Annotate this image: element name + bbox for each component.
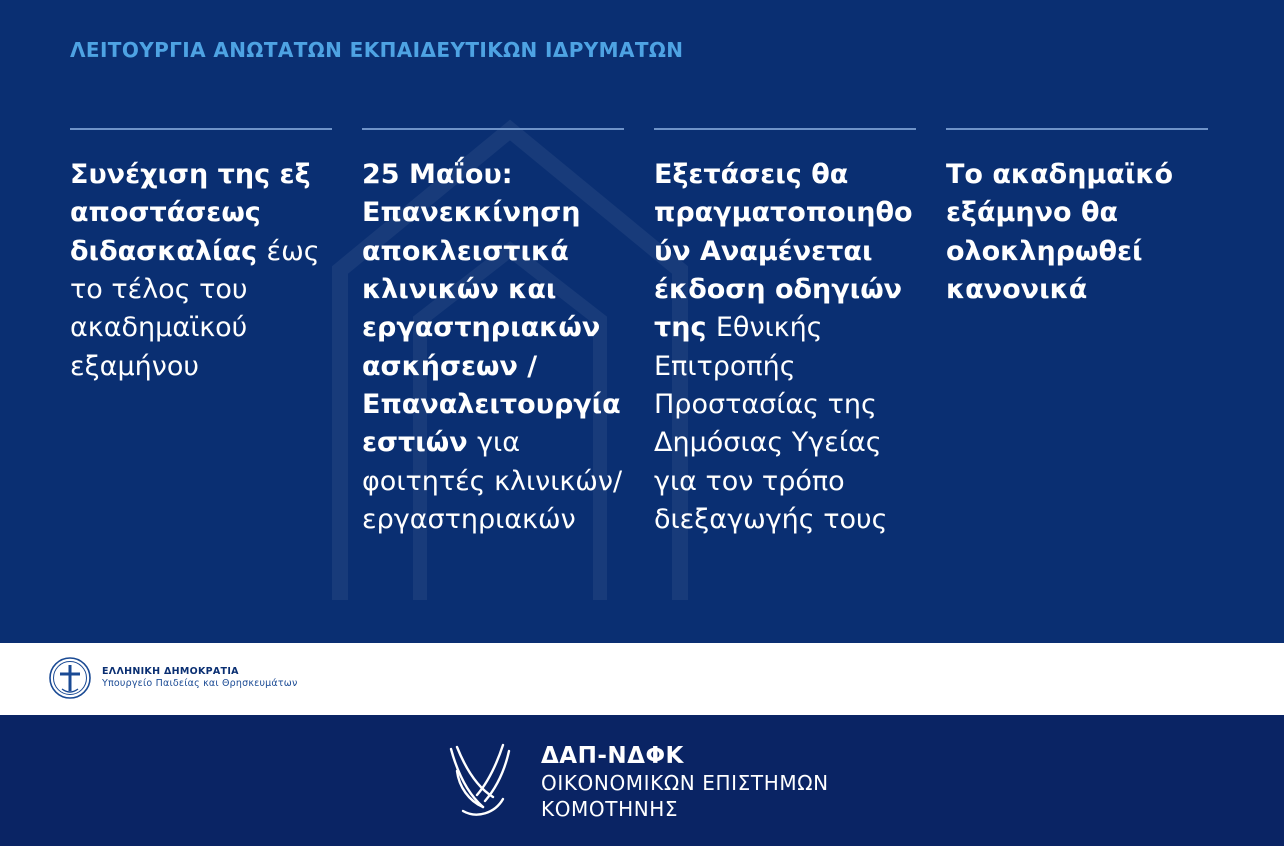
government-bar [0,643,1284,715]
organization-city: ΚΟΜΟΤΗΝΗΣ [541,797,679,822]
column-1 [70,128,332,539]
organization-logo-group [443,737,829,827]
column-divider [362,128,624,130]
column-2-bold: 25 Μαΐου: Επανεκκίνηση αποκλειστικά κλινικών και εργαστηριακών ασκήσεων / Επαναλειτουργία εστιών [362,159,621,459]
column-3-normal: Εθνικής Επιτροπής Προστασίας της Δημόσιας Υγείας για τον τρόπο διεξαγωγής τους [654,312,888,535]
column-4-text [946,156,1208,309]
column-1-bold: Συνέχιση της εξ αποστάσεως διδασκαλίας [70,159,311,267]
organization-faculty: ΟΙΚΟΝΟΜΙΚΩΝ ΕΠΙΣΤΗΜΩΝ [541,771,829,796]
government-line-1: ΕΛΛΗΝΙΚΗ ΔΗΜΟΚΡΑΤΙΑ [102,666,239,678]
column-2-text [362,156,624,539]
column-4 [946,128,1208,539]
column-3 [654,128,916,539]
column-divider [70,128,332,130]
columns-container [70,128,1225,539]
government-line-2: Υπουργείο Παιδείας και Θρησκευμάτων [102,678,298,689]
greek-republic-emblem-icon [48,655,92,701]
column-1-normal: έως το τέλος του ακαδημαϊκού εξαμήνου [70,235,320,382]
government-logo-group [48,655,297,701]
column-divider [946,128,1208,130]
column-divider [654,128,916,130]
column-3-text [654,156,916,539]
footer-band [0,715,1284,846]
organization-text [541,742,829,823]
column-4-bold: Το ακαδημαϊκό εξάμηνο θα ολοκληρωθεί κανονικά [946,159,1174,305]
government-text [102,666,297,690]
column-2 [362,128,624,539]
page-title: ΛΕΙΤΟΥΡΓΙΑ ΑΝΩΤΑΤΩΝ ΕΚΠΑΙΔΕΥΤΙΚΩΝ ΙΔΡΥΜΑΤΩΝ [70,38,684,62]
column-1-text [70,156,332,386]
column-3-bold: Εξετάσεις θα πραγματοποιηθούν Αναμένεται έκδοση οδηγιών της [654,159,913,344]
dap-ndfk-bird-icon [443,737,533,827]
column-2-normal: για φοιτητές κλινικών/εργαστηριακών [362,427,623,535]
organization-name: ΔΑΠ-ΝΔΦΚ [541,742,684,769]
